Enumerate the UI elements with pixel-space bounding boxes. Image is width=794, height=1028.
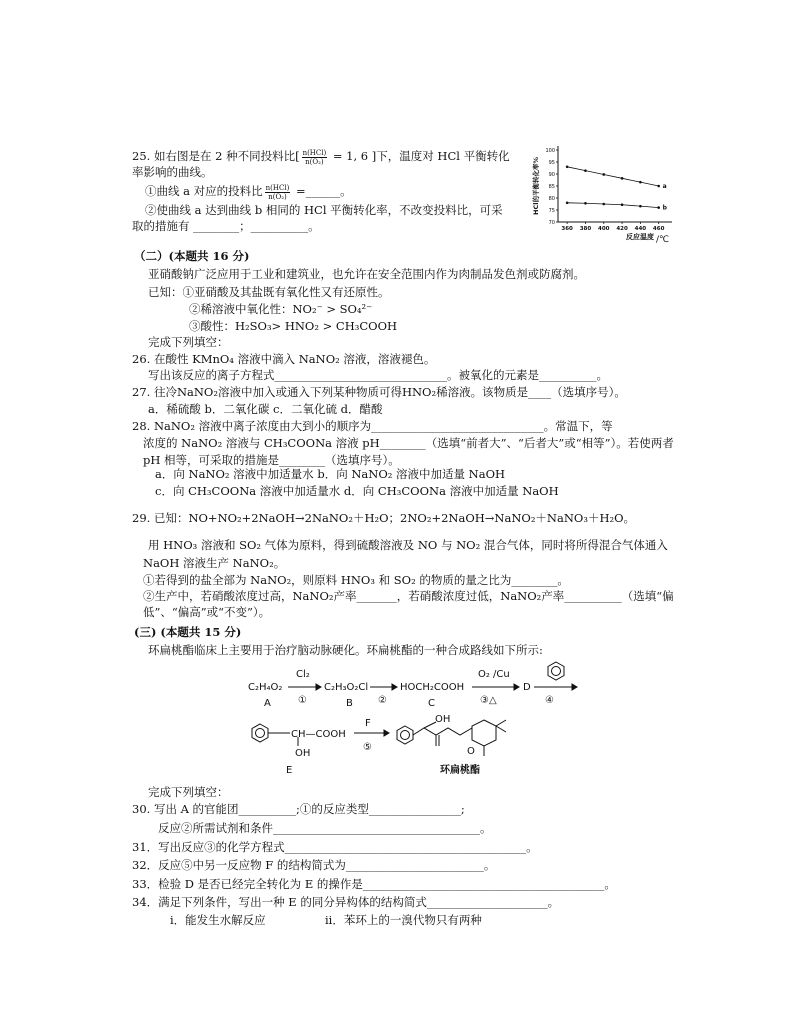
q30-line2: 反应②所需试剂和条件____________________________________。 xyxy=(158,821,492,835)
q26-line2: 写出该反应的离子方程式______________________________。被氧化的元素是__________。 xyxy=(148,368,608,382)
section3-header: (三) (本题共 15 分) xyxy=(134,625,242,639)
x-axis-unit: /℃ xyxy=(656,235,670,244)
y-tick-label: 75 xyxy=(548,208,555,214)
y-tick-label: 80 xyxy=(548,196,555,202)
sec2-known3: ③酸性：H₂SO₃> HNO₂ > CH₃COOH xyxy=(189,319,398,333)
sec2-intro: 亚硝酸钠广泛应用于工业和建筑业，也允许在安全范围内作为肉制品发色剂或防腐剂。 xyxy=(148,267,585,281)
q29-line5: ②生产中，若硝酸浓度过高，NaNO₂产率_______，若硝酸浓度过低，NaNO₂产率__________（选填“偏 xyxy=(143,589,674,603)
reagent-B: C₂H₃O₂Cl xyxy=(324,682,369,693)
series-point-a xyxy=(602,173,605,176)
series-point-a xyxy=(566,166,569,169)
q28-line1: 28. NaNO₂ 溶液中离子浓度由大到小的顺序为______________________________。常温下，等 xyxy=(132,419,613,433)
y-tick-label: 95 xyxy=(548,160,555,166)
sec2-known2: ②稀溶液中氧化性：NO₂⁻ > SO₄²⁻ xyxy=(189,302,373,316)
q34-condition-ii: ii．苯环上的一溴代物只有两种 xyxy=(325,913,482,927)
q27-options: a．稀硫酸 b．二氧化碳 c．二氧化硫 d．醋酸 xyxy=(148,402,383,416)
reagent-D: D xyxy=(523,682,531,693)
q28-line2: 浓度的 NaNO₂ 溶液与 CH₃COONa 溶液 pH________（选填“前者大”、“后者大”或“相等”）。若使两者 xyxy=(143,436,674,450)
sec2-fill: 完成下列填空： xyxy=(148,335,229,349)
sec3-fill: 完成下列填空： xyxy=(148,785,229,799)
cond4-bottom: ④ xyxy=(545,695,554,706)
q34: 34．满足下列条件，写出一种 E 的同分异构体的结构简式_____________________。 xyxy=(132,895,560,909)
q27-line1: 27. 往冷NaNO₂溶液中加入或通入下列某种物质可得HNO₂稀溶液。该物质是____（选填序号）。 xyxy=(132,385,626,399)
cond2-bottom: ② xyxy=(378,695,387,706)
x-tick-label: 360 xyxy=(561,226,573,232)
label-C: C xyxy=(428,698,435,709)
q25-line1: 25. 如右图是在 2 种不同投料比[ $\frac{\text{n(HCl)}}{\text{n(O₂)}}$ = 1, 6 ]下，温度对 HCl 平衡转化 xyxy=(132,148,510,166)
x-axis-label: 反应温度 xyxy=(626,233,654,241)
sec2-known1: 已知：①亚硝酸及其盐既有氧化性又有还原性。 xyxy=(148,285,390,299)
x-tick-label: 440 xyxy=(634,226,647,232)
q29-line2: 用 HNO₃ 溶液和 SO₂ 气体为原料，得到硫酸溶液及 NO 与 NO₂ 混合气体，同时将所得混合气体通入 xyxy=(148,538,668,552)
ratio-fraction: $\frac{\text{n(HCl)}}{\text{n(O₂)}}$ xyxy=(302,148,327,166)
series-point-b xyxy=(657,206,660,209)
series-point-b xyxy=(621,203,624,206)
synthesis-scheme xyxy=(240,660,585,778)
series-point-b xyxy=(584,202,587,205)
series-point-b xyxy=(602,203,605,206)
x-tick-label: 460 xyxy=(652,226,665,232)
cond3-top: O₂ /Cu xyxy=(478,669,510,680)
cond3-bottom: ③△ xyxy=(480,695,497,706)
series-point-a xyxy=(657,185,660,188)
q32: 32．反应⑤中另一反应物 F 的结构简式为________________________。 xyxy=(132,858,496,872)
q29-line4: ①若得到的盐全部为 NaNO₂，则原料 HNO₃ 和 SO₂ 的物质的量之比为________。 xyxy=(143,573,569,587)
series-point-b xyxy=(566,202,569,205)
q28-line3: pH 相等，可采取的措施是________（选填序号）。 xyxy=(143,453,400,467)
q29-line1: 29. 已知：NO+NO₂+2NaOH→2NaNO₂＋H₂O；2NO₂+2NaOH→NaNO₂＋NaNO₃＋H₂O。 xyxy=(132,511,636,525)
q25-line3: ①曲线 a 对应的投料比 $\frac{\text{n(HCl)}}{\text{n(O₂)}}$ =______。 xyxy=(145,183,352,201)
q33: 33．检验 D 是否已经完全转化为 E 的操作是__________________________________________。 xyxy=(132,877,616,891)
series-point-b xyxy=(639,205,642,208)
reagent-C: HOCH₂COOH xyxy=(400,682,465,693)
reagent-A: C₂H₄O₂ xyxy=(248,682,283,693)
series-label-b: b xyxy=(662,204,667,212)
x-tick-label: 420 xyxy=(616,226,628,232)
series-point-a xyxy=(584,169,587,172)
y-axis-label: HCl的平衡转化率% xyxy=(532,157,540,215)
e-oh: OH xyxy=(295,748,311,759)
q28-options1: a．向 NaNO₂ 溶液中加适量水 b．向 NaNO₂ 溶液中加适量 NaOH xyxy=(155,467,506,481)
y-tick-label: 90 xyxy=(548,172,555,178)
e-cooh: CH—COOH xyxy=(291,729,346,740)
q29-line6: 低”、“偏高”或“不变”）。 xyxy=(143,605,271,619)
y-tick-label: 100 xyxy=(545,148,555,154)
series-label-a: a xyxy=(662,183,667,190)
q28-options2: c．向 CH₃COONa 溶液中加适量水 d．向 CH₃COONa 溶液中加适量 NaOH xyxy=(155,484,559,498)
y-tick-label: 70 xyxy=(548,220,555,226)
product-oh: OH xyxy=(435,714,451,725)
label-B: B xyxy=(346,698,353,709)
series-point-a xyxy=(621,177,624,180)
y-tick-label: 85 xyxy=(548,184,555,190)
series-line-b xyxy=(567,203,659,208)
q25-line5: 取的措施有 ________；__________。 xyxy=(132,219,320,233)
q31: 31．写出反应③的化学方程式__________________________________________。 xyxy=(132,840,538,854)
series-point-a xyxy=(639,181,642,184)
label-A: A xyxy=(264,698,271,709)
sec3-intro: 环扁桃酯临床上主要用于治疗脑动脉硬化。环扁桃酯的一种合成路线如下所示: xyxy=(148,643,543,657)
q34-condition-i: i．能发生水解反应 xyxy=(170,913,266,927)
q25-line2: 率影响的曲线。 xyxy=(132,165,213,179)
ratio-fraction-2: $\frac{\text{n(HCl)}}{\text{n(O₂)}}$ xyxy=(265,183,290,201)
series-line-a xyxy=(567,167,659,186)
x-tick-label: 400 xyxy=(598,226,610,232)
q30-line1: 30. 写出 A 的官能团__________;①的反应类型________________; xyxy=(132,802,465,816)
cond1-bottom: ① xyxy=(298,695,307,706)
label-E: E xyxy=(286,765,293,776)
x-tick-label: 380 xyxy=(579,226,592,232)
q25-line4: ②使曲线 a 达到曲线 b 相同的 HCl 平衡转化率，不改变投料比，可采 xyxy=(145,203,503,217)
q29-line3: NaOH 溶液生产 NaNO₂。 xyxy=(143,556,286,570)
cond1-top: Cl₂ xyxy=(296,669,310,680)
q26-line1: 26. 在酸性 KMnO₄ 溶液中滴入 NaNO₂ 溶液，溶液褪色。 xyxy=(132,352,436,366)
product-o: O xyxy=(467,746,475,757)
product-name: 环扁桃酯 xyxy=(440,765,480,776)
section2-header: （二）(本题共 16 分) xyxy=(134,249,250,263)
cond5-top: F xyxy=(365,718,371,729)
hcl-conversion-chart xyxy=(528,142,684,244)
cond5-bottom: ⑤ xyxy=(363,742,372,753)
